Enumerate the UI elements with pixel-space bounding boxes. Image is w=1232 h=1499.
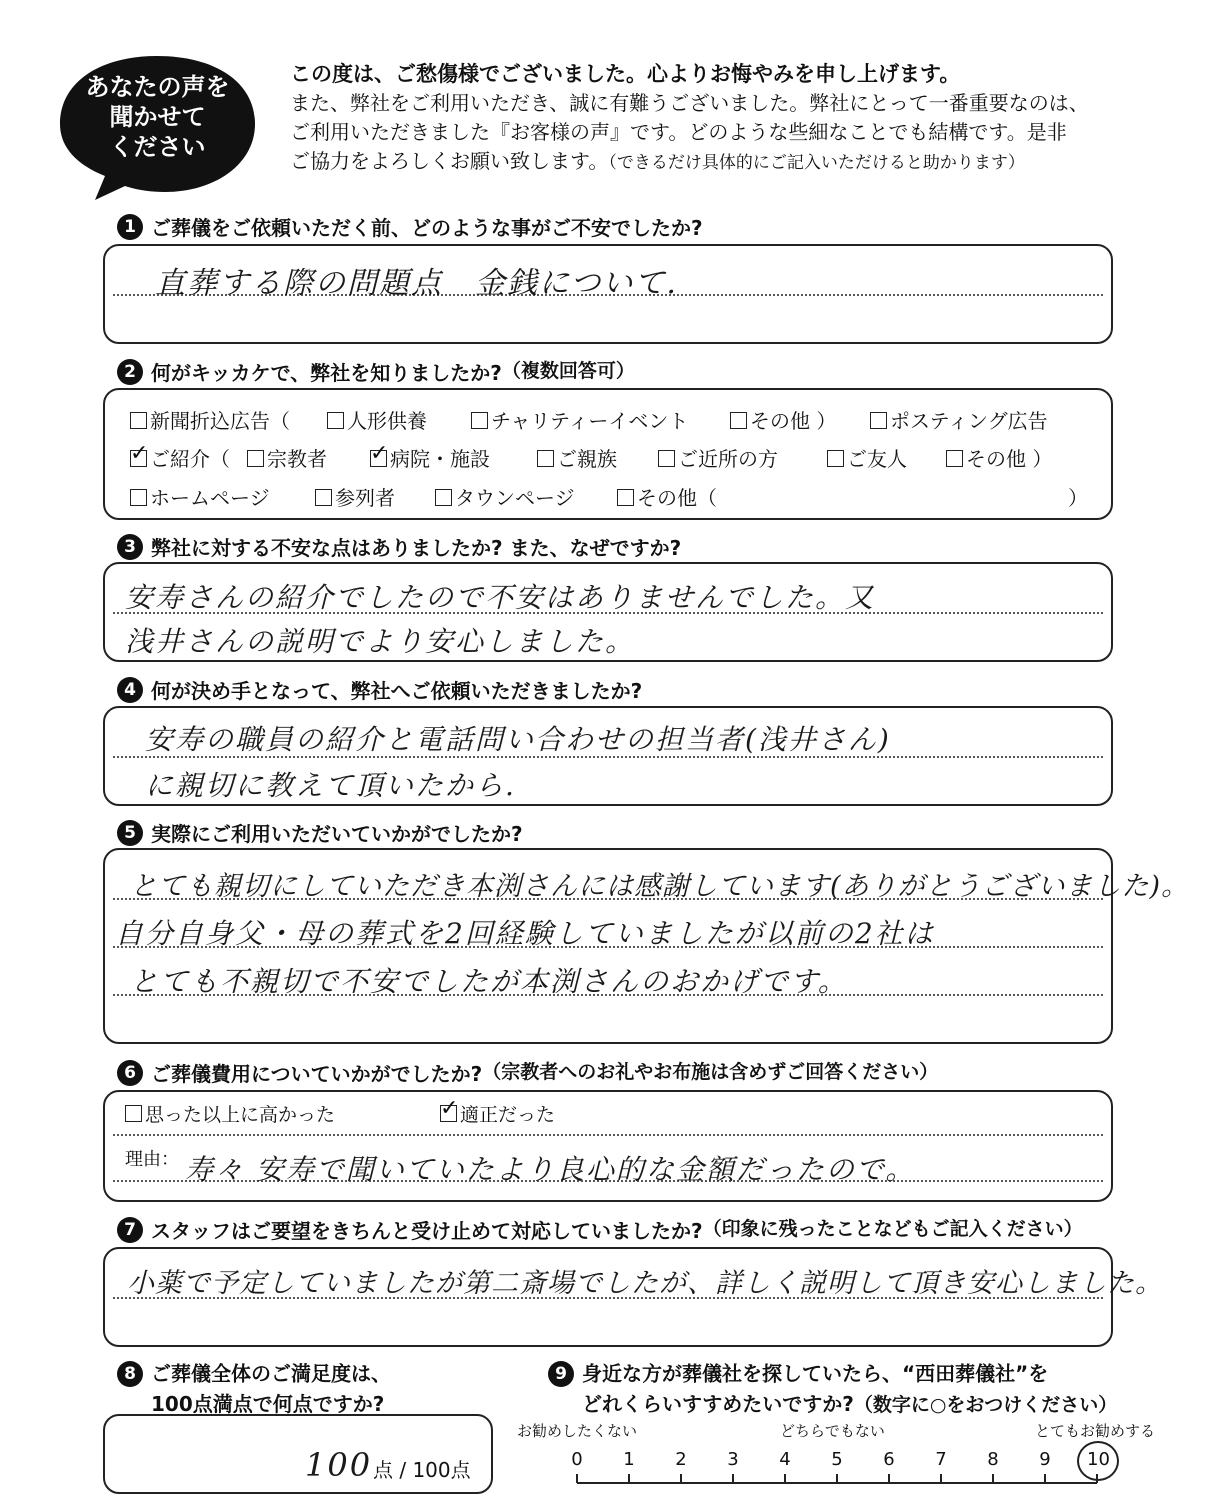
scale-number-7[interactable]: 7 bbox=[935, 1449, 947, 1470]
q2-option-checked[interactable]: ✓ 病院・施設 bbox=[370, 443, 490, 472]
q9-title: 9 身近な方が葬儀社を探していたら、“西田葬儀社”を どれくらいすすめたいですか?（数字に○をおつけください） bbox=[548, 1357, 1117, 1420]
q2-option[interactable]: その他 ） bbox=[946, 443, 1052, 472]
q6-reason-label: 理由： bbox=[125, 1149, 179, 1170]
scale-tick bbox=[940, 1474, 942, 1483]
intro-text: この度は、ご愁傷様でございました。心よりお悔やみを申し上げます。 また、弊社をご利用いただき、誠に有難うございました。弊社にとって一番重要なのは、 ご利用いただきました『お客様の声』です。どのような些細なことでも結構です。是非 ご協力をよろしくお願い致します。（できるだけ具体的にご記入いただけると助かります） bbox=[290, 62, 1089, 173]
scale-number-10[interactable]: 10 bbox=[1087, 1449, 1110, 1470]
q2-option[interactable]: その他 ） bbox=[730, 405, 836, 434]
q5-answer-line2: 自分自身父・母の葬式を2回経験していましたが以前の2社は bbox=[115, 917, 935, 950]
scale-number-5[interactable]: 5 bbox=[831, 1449, 843, 1470]
q2-option[interactable]: 人形供養 bbox=[327, 405, 427, 434]
q4-answer-line2: に親切に教えて頂いたから. bbox=[145, 769, 516, 802]
q1-answer-box[interactable] bbox=[103, 244, 1113, 344]
q8-score-box[interactable] bbox=[103, 1414, 493, 1494]
scale-tick bbox=[576, 1474, 578, 1483]
scale-number-9[interactable]: 9 bbox=[1039, 1449, 1051, 1470]
scale-tick bbox=[1044, 1474, 1046, 1483]
scale-number-1[interactable]: 1 bbox=[623, 1449, 635, 1470]
q4-answer-line1: 安寿の職員の紹介と電話問い合わせの担当者(浅井さん) bbox=[145, 723, 891, 756]
q7-answer-box[interactable] bbox=[103, 1247, 1163, 1347]
bubble-text: あなたの声を 聞かせて ください bbox=[85, 73, 230, 161]
q7-title: 7 スタッフはご要望をきちんと受け止めて対応していましたか?（印象に残ったことなどもご記入ください） bbox=[117, 1214, 1083, 1244]
scale-number-0[interactable]: 0 bbox=[571, 1449, 583, 1470]
q2-option[interactable]: ご友人 bbox=[827, 443, 907, 472]
q4-title: 4 何が決め手となって、弊社へご依頼いただきましたか? bbox=[117, 675, 642, 704]
scale-tick bbox=[732, 1474, 734, 1483]
scale-label-high: とてもお勧めする bbox=[1035, 1422, 1156, 1440]
q7-answer: 小薬で予定していましたが第二斎場でしたが、詳しく説明して頂き安心しました。 bbox=[127, 1268, 1163, 1299]
scale-label-low: お勧めしたくない bbox=[517, 1422, 638, 1440]
q2-option[interactable]: チャリティーイベント bbox=[471, 405, 688, 434]
q2-option[interactable]: タウンページ bbox=[435, 482, 575, 511]
q2-option-close: ） bbox=[1068, 486, 1088, 510]
q3-answer-line2: 浅井さんの説明でより安心しました。 bbox=[125, 625, 636, 658]
scale-number-2[interactable]: 2 bbox=[675, 1449, 687, 1470]
q8-score: 100 bbox=[305, 1446, 373, 1484]
q2-option-checked[interactable]: ✓ご紹介（ bbox=[130, 443, 230, 472]
q8-score-suffix: 点 / 100点 bbox=[373, 1458, 471, 1482]
q8-title: 8 ご葬儀全体のご満足度は、 100点満点で何点ですか? bbox=[117, 1357, 391, 1419]
q1-title: 1 ご葬儀をご依頼いただく前、どのような事がご不安でしたか? bbox=[117, 212, 703, 241]
selected-circle-icon bbox=[1077, 1441, 1119, 1481]
q6-title: 6 ご葬儀費用についていかがでしたか?（宗教者へのお礼やお布施は含めずご回答ください） bbox=[117, 1057, 938, 1087]
scale-tick bbox=[836, 1474, 838, 1483]
q5-answer-box[interactable] bbox=[103, 848, 1190, 1044]
q5-answer-line3: とても不親切で不安でしたが本渕さんのおかげです。 bbox=[130, 965, 848, 998]
q3-answer-line1: 安寿さんの紹介でしたので不安はありませんでした。又 bbox=[125, 581, 876, 614]
scale-tick bbox=[628, 1474, 630, 1483]
q6-option-high[interactable]: 思った以上に高かった bbox=[125, 1100, 335, 1127]
q2-title: 2 何がキッカケで、弊社を知りましたか?（複数回答可） bbox=[117, 356, 635, 386]
scale-tick bbox=[680, 1474, 682, 1483]
scale-label-mid: どちらでもない bbox=[780, 1422, 885, 1440]
q6-option-fair[interactable]: ✓ 適正だった bbox=[440, 1100, 555, 1127]
scale-number-4[interactable]: 4 bbox=[779, 1449, 791, 1470]
q2-option[interactable]: 宗教者 bbox=[247, 443, 327, 472]
scale-tick bbox=[992, 1474, 994, 1483]
q2-option[interactable]: ご親族 bbox=[537, 443, 617, 472]
scale-tick bbox=[888, 1474, 890, 1483]
q2-option[interactable]: 参列者 bbox=[315, 482, 395, 511]
scale-number-3[interactable]: 3 bbox=[727, 1449, 739, 1470]
q2-option[interactable]: ホームページ bbox=[130, 482, 270, 511]
scale-number-6[interactable]: 6 bbox=[883, 1449, 895, 1470]
q5-title: 5 実際にご利用いただいていかがでしたか? bbox=[117, 818, 523, 847]
q2-option[interactable]: 新聞折込広告（ bbox=[130, 405, 290, 434]
q2-option[interactable]: ご近所の方 bbox=[658, 443, 778, 472]
q2-option[interactable]: その他（ bbox=[617, 482, 717, 511]
q3-title: 3 弊社に対する不安な点はありましたか? また、なぜですか? bbox=[117, 532, 681, 561]
q1-answer: 直葬する際の問題点 金銭について. bbox=[155, 266, 678, 301]
q6-answer: 寿々 安寿で聞いていたより良心的な金額だったので。 bbox=[185, 1153, 916, 1186]
q4-answer-box[interactable] bbox=[103, 706, 1113, 806]
q3-answer-box[interactable] bbox=[103, 562, 1113, 662]
scale-tick bbox=[784, 1474, 786, 1483]
scale-number-8[interactable]: 8 bbox=[987, 1449, 999, 1470]
q5-answer-line1: とても親切にしていただき本渕さんには感謝しています(ありがとうございました)。 bbox=[130, 871, 1190, 902]
q2-option[interactable]: ポスティング広告 bbox=[870, 405, 1048, 434]
